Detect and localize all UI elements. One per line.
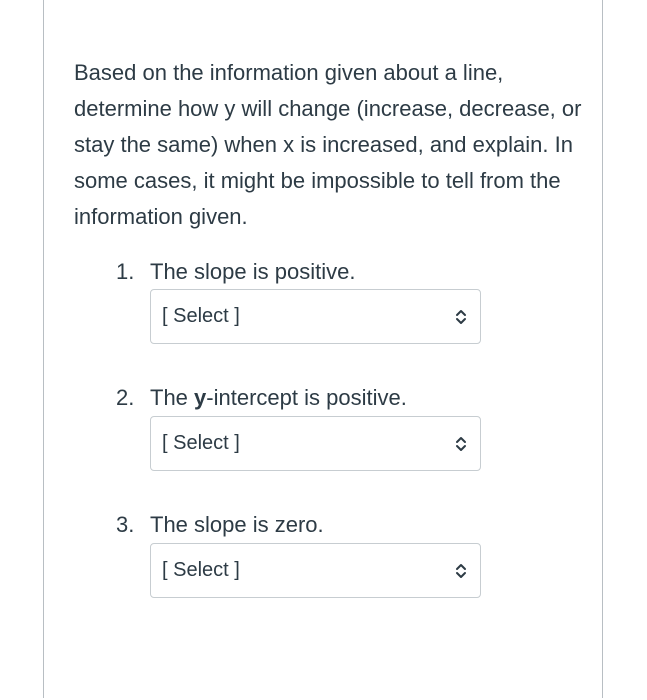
answer-select-3-value: [ Select ]	[162, 559, 240, 581]
question-1-text: The slope is positive.	[150, 259, 356, 284]
question-2-text-before: The	[150, 385, 195, 410]
answer-select-2[interactable]	[150, 416, 481, 471]
answer-select-2-value: [ Select ]	[162, 432, 240, 454]
answer-select-1-value: [ Select ]	[162, 305, 240, 327]
question-3	[116, 510, 324, 540]
chevron-up-down-icon	[454, 434, 468, 454]
question-2-number: 2.	[116, 385, 135, 410]
question-2-text-after: -intercept is positive.	[206, 385, 407, 410]
answer-select-1[interactable]	[150, 289, 481, 344]
answer-select-3[interactable]	[150, 543, 481, 598]
chevron-up-down-icon	[454, 307, 468, 327]
question-2	[116, 383, 407, 413]
question-2-bold-variable: y	[194, 385, 207, 410]
question-intro: Based on the information given about a line, determine how y will change (increase, decrease, or stay the same) when x is increased, and explain. In some cases, it might be impossible to tell from the information given.	[74, 60, 582, 229]
chevron-up-down-icon	[454, 561, 468, 581]
question-1-number: 1.	[116, 259, 135, 284]
question-3-number: 3.	[116, 512, 135, 537]
question-1	[116, 257, 355, 287]
question-3-text: The slope is zero.	[150, 512, 324, 537]
